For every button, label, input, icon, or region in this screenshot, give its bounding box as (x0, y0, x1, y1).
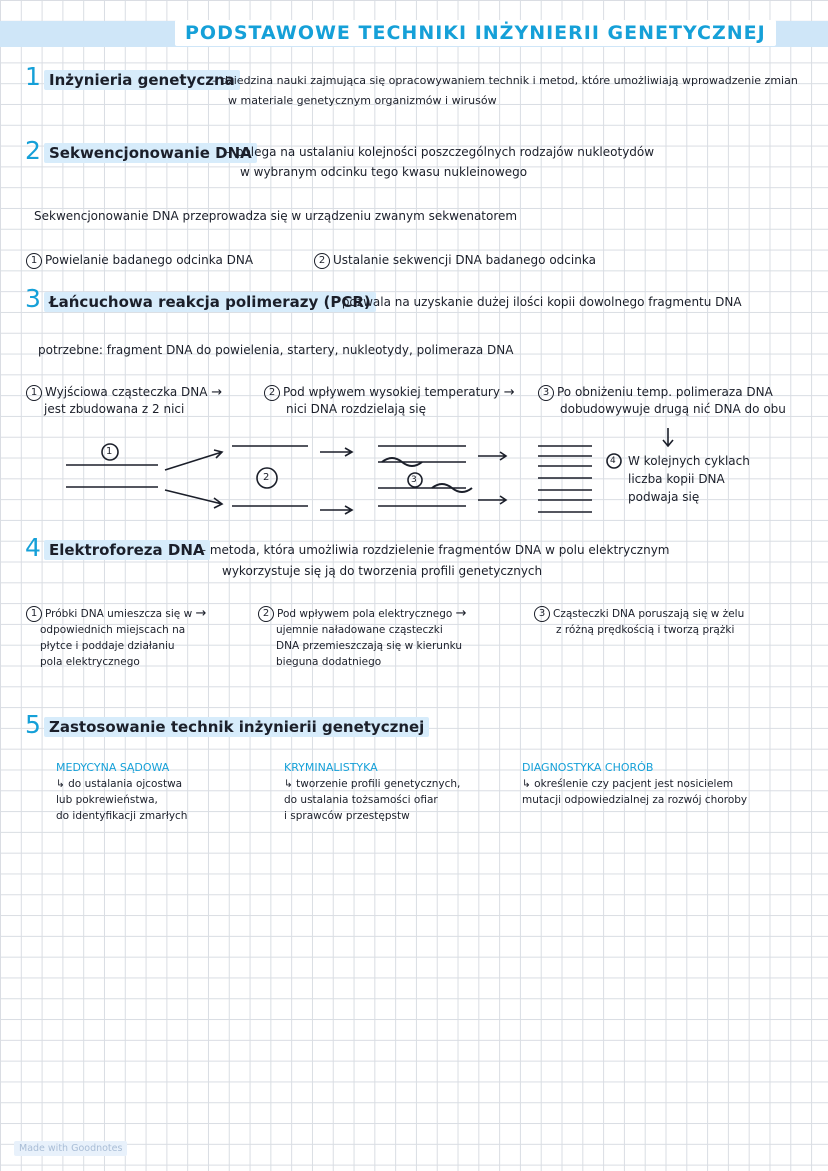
diagram-label-1: 1 (106, 446, 113, 457)
application-line: lub pokrewieństwa, (56, 794, 158, 806)
application-line: do identyfikacji zmarłych (56, 810, 188, 822)
section-4-number: 4 (25, 533, 41, 562)
diagram-label-3: 3 (411, 475, 417, 485)
sub-arrow-icon: ↳ (522, 778, 535, 790)
application-line: i sprawców przestępstw (284, 810, 410, 822)
application-forensic-medicine (56, 760, 187, 824)
pcr-step-4-line-1: W kolejnych cyklach (628, 454, 750, 468)
application-criminalistics (284, 760, 460, 824)
section-2-step-1-label: Powielanie badanego odcinka DNA (45, 253, 254, 267)
goodnotes-footer: Made with Goodnotes (14, 1141, 127, 1156)
diagram-label-4: 4 (610, 456, 616, 466)
section-2-text-2: w wybranym odcinku tego kwasu nukleinowego (240, 165, 528, 179)
section-1-heading: Inżynieria genetyczna (44, 70, 240, 90)
electro-step-1-badge: 1 (26, 606, 42, 622)
electro-step-1-line: Próbki DNA umieszcza się w (45, 608, 193, 620)
application-title: DIAGNOSTYKA CHORÓB (522, 761, 654, 774)
section-4-text-1: – metoda, która umożliwia rozdzielenie fragmentów DNA w polu elektrycznym (200, 543, 670, 557)
electro-step-1-line: pola elektrycznego (40, 656, 140, 668)
section-2-text-1: – polega na ustalaniu kolejności poszczególnych rodzajów nukleotydów (226, 145, 655, 159)
arrow-icon: → (503, 385, 515, 400)
arrow-icon (320, 448, 352, 456)
pcr-step-4-line-3: podwaja się (628, 490, 700, 504)
section-2-note: Sekwencjonowanie DNA przeprowadza się w urządzeniu zwanym sekwenatorem (34, 209, 518, 223)
pcr-step-4 (628, 452, 750, 506)
section-4-text-2: wykorzystuje się ją do tworzenia profili genetycznych (222, 564, 543, 578)
pcr-step-1-badge: 1 (26, 385, 42, 401)
arrow-icon (165, 490, 222, 508)
pcr-step-1-line-1: Wyjściowa cząsteczka DNA (45, 385, 208, 399)
section-2-number: 2 (25, 136, 41, 165)
application-title: KRYMINALISTYKA (284, 761, 378, 774)
section-5-heading: Zastosowanie technik inżynierii genetycznej (44, 717, 429, 737)
pcr-step-3-badge: 3 (538, 385, 554, 401)
section-1-number: 1 (25, 62, 41, 91)
pcr-step-2-line-2: nici DNA rozdzielają się (286, 402, 427, 416)
step-1-badge: 1 (26, 253, 42, 269)
application-line: mutacji odpowiedzialnej za rozwój choroby (522, 794, 748, 806)
section-4-heading: Elektroforeza DNA (44, 540, 210, 560)
electro-step-3 (534, 606, 744, 638)
electro-step-1 (26, 606, 206, 670)
section-1-text-2: w materiale genetycznym organizmów i wirusów (228, 94, 497, 107)
section-3-text-1: – pozwala na uzyskanie dużej ilości kopii dowolnego fragmentu DNA (332, 295, 742, 309)
application-line: do ustalania tożsamości ofiar (284, 794, 438, 806)
electro-step-2-badge: 2 (258, 606, 274, 622)
diagram-label-2: 2 (263, 472, 270, 483)
electro-step-2 (258, 606, 467, 670)
electro-step-1-line: odpowiednich miejscach na (40, 624, 186, 636)
arrow-icon: → (195, 606, 207, 621)
pcr-step-3-line-1: Po obniżeniu temp. polimeraza DNA (557, 385, 773, 399)
page-title: PODSTAWOWE TECHNIKI INŻYNIERII GENETYCZNEJ (175, 20, 776, 46)
section-5-number: 5 (25, 710, 41, 739)
pcr-step-3-line-2: dobudowywuje drugą nić DNA do obu (560, 401, 786, 416)
arrow-icon (165, 450, 222, 470)
electro-step-2-line: bieguna dodatniego (276, 656, 382, 668)
arrow-icon: → (211, 385, 223, 400)
electro-step-3-line: Cząsteczki DNA poruszają się w żelu (553, 608, 745, 620)
arrow-icon (478, 496, 506, 504)
sub-arrow-icon: ↳ (56, 778, 69, 790)
electro-step-2-line: DNA przemieszczają się w kierunku (276, 640, 463, 652)
electro-step-1-line: płytce i poddaje działaniu (40, 640, 175, 652)
electro-step-3-line: z różną prędkością i tworzą prążki (556, 624, 735, 636)
sub-arrow-icon: ↳ (284, 778, 297, 790)
step-2-badge: 2 (314, 253, 330, 269)
section-3-number: 3 (25, 284, 41, 313)
section-3-heading: Łańcuchowa reakcja polimerazy (PCR) (44, 292, 376, 312)
pcr-step-2-line-1: Pod wpływem wysokiej temperatury (283, 385, 500, 399)
electro-step-3-badge: 3 (534, 606, 550, 622)
pcr-step-1-line-2: jest zbudowana z 2 nici (44, 402, 185, 416)
arrow-icon (320, 506, 352, 514)
electro-step-2-line: ujemnie naładowane cząsteczki (276, 624, 443, 636)
application-line: do ustalania ojcostwa (68, 778, 183, 790)
application-diagnostics (522, 760, 747, 808)
application-line: tworzenie profili genetycznych, (296, 778, 461, 790)
pcr-step-4-line-2: liczba kopii DNA (628, 472, 725, 486)
arrow-icon (663, 428, 673, 446)
section-3-needed: potrzebne: fragment DNA do powielenia, startery, nukleotydy, polimeraza DNA (38, 343, 514, 357)
pcr-step-2-badge: 2 (264, 385, 280, 401)
arrow-icon: → (455, 606, 467, 621)
section-2-heading: Sekwencjonowanie DNA (44, 143, 257, 163)
arrow-icon (478, 452, 506, 460)
section-2-step-2-label: Ustalanie sekwencji DNA badanego odcinka (333, 253, 596, 267)
section-1-text-1: – dziedzina nauki zajmująca się opracowywaniem technik i metod, które umożliwiają wprowadzenie zmian (212, 74, 798, 87)
application-line: określenie czy pacjent jest nosicielem (534, 778, 734, 790)
application-title: MEDYCYNA SĄDOWA (56, 761, 170, 774)
electro-step-2-line: Pod wpływem pola elektrycznego (277, 608, 453, 620)
